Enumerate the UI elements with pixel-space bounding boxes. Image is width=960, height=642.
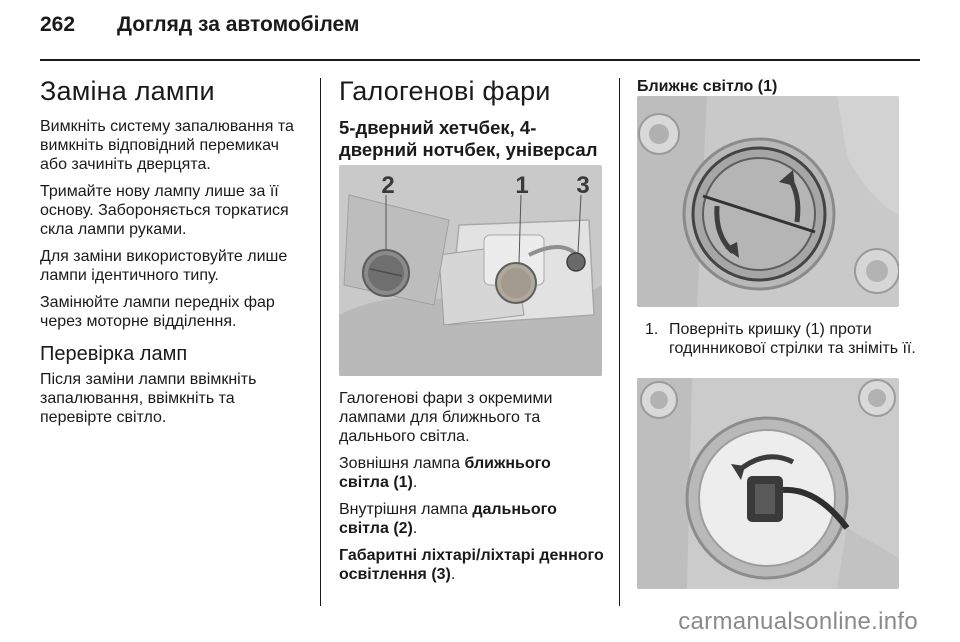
figure-caption: Галогенові фари з окремими лампами для ближнього та дальнього світла. <box>339 390 553 445</box>
socket-illustration <box>637 378 899 589</box>
period: . <box>450 566 456 583</box>
middle-text <box>339 389 605 592</box>
body-type-subheading: 5-дверний хетчбек, 4-дверний нотчбек, універсал <box>339 117 598 160</box>
outer-lamp-line <box>339 454 605 492</box>
figure-label-2: 2 <box>381 172 395 199</box>
paragraph: Для заміни використовуйте лише лампи ідентичного типу. <box>40 248 288 284</box>
paragraph: Вимкніть систему запалювання та вимкніть відповідний перемикач або зачиніть дверцята. <box>40 118 294 173</box>
column-divider-right <box>619 78 620 606</box>
page-header-title: Догляд за автомобілем <box>117 13 360 36</box>
section-heading-halogen-headlights: Галогенові фари <box>339 76 551 106</box>
period: . <box>412 520 418 537</box>
outer-lamp-bold: ближнього світла (1) <box>339 455 551 491</box>
side-lights-bold: Габаритні ліхтарі/ліхтарі денного освітлення (3) <box>339 547 604 583</box>
step-number: 1. <box>645 321 659 338</box>
page-number: 262 <box>40 13 76 36</box>
middle-column <box>339 76 605 173</box>
paragraph: Тримайте нову лампу лише за її основу. Забороняється торкатися скла лампи руками. <box>40 183 289 238</box>
low-beam-heading: Ближнє світло (1) <box>637 78 778 95</box>
headlight-figure <box>339 165 602 376</box>
low-beam-cover-figure <box>637 96 899 307</box>
figure-label-1: 1 <box>515 172 529 199</box>
watermark: carmanualsonline.info <box>678 608 918 635</box>
headlight-illustration <box>339 165 602 376</box>
column-divider-left <box>320 78 321 606</box>
inner-lamp-bold: дальнього світла (2) <box>339 501 557 537</box>
left-column <box>40 76 302 435</box>
period: . <box>412 474 418 491</box>
low-beam-cover-illustration <box>637 96 899 307</box>
paragraph: Після заміни лампи ввімкніть запалювання, ввімкніть та перевірте світло. <box>40 371 257 426</box>
inner-lamp-line <box>339 500 605 538</box>
subheading-lamp-check: Перевірка ламп <box>40 343 188 365</box>
step-1 <box>645 320 916 380</box>
paragraph: Замінюйте лампи передніх фар через моторне відділення. <box>40 294 275 330</box>
section-heading-lamp-replacement: Заміна лампи <box>40 76 215 106</box>
step-text: Поверніть кришку (1) проти годинникової стрілки та зніміть її. <box>669 321 916 357</box>
side-lights-line <box>339 546 605 584</box>
socket-figure <box>637 378 899 589</box>
figure-label-3: 3 <box>576 172 590 199</box>
right-column <box>637 78 777 96</box>
inner-lamp-prefix: Внутрішня лампа <box>339 501 473 518</box>
header-rule <box>40 59 920 61</box>
outer-lamp-prefix: Зовнішня лампа <box>339 455 465 472</box>
